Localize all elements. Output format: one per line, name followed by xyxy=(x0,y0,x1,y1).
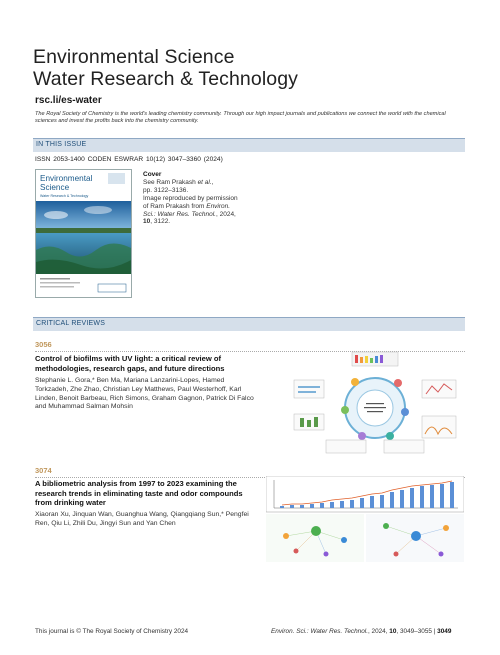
graphic-node xyxy=(401,408,409,416)
cover-image-title-line1: Environmental xyxy=(40,174,93,183)
article-title-link[interactable]: Control of biofilms with UV light: a critical review of methodologies, research gaps, and future directions xyxy=(35,354,225,373)
cover-image-subtitle: Water Research & Technology xyxy=(40,194,89,198)
graphic-network-node xyxy=(443,525,449,531)
graphic-element xyxy=(298,391,316,393)
cover-label: Cover xyxy=(143,171,162,178)
cover-permission-line: Image reproduced by permission of Ram Prakash from Environ. Sci.: Water Res. Technol., 2024, 10, 3122. xyxy=(143,194,238,226)
graphic-bar xyxy=(360,498,364,508)
footer-copyright: This journal is © The Royal Society of Chemistry 2024 xyxy=(35,628,189,635)
graphic-bar xyxy=(310,504,314,508)
issn-line: ISSN 2053-1400 CODEN ESWRAR 10(12) 3047–3360 (2024) xyxy=(35,156,223,163)
graphic-network-node xyxy=(294,549,299,554)
cover-caption xyxy=(143,171,243,226)
graphic-element xyxy=(300,418,304,427)
graphic-network-node xyxy=(311,526,321,536)
graphic-network-node xyxy=(383,523,389,529)
uv-biofilm-graphic xyxy=(290,350,460,455)
graphic-bar xyxy=(365,356,368,363)
article-authors: Stephanie L. Gora,* Ben Ma, Mariana Lanzarini-Lopes, Hamed Torkzadeh, Zhe Zhao, Christian Ley Matthews, Paul Westerhoff, Karl Linden, Benoit Barbeau, Rich Simons, Graham Gagnon, Patrick Di Falco and Muhammad Salman Mohsin xyxy=(35,377,254,411)
graphic-network-node xyxy=(439,552,444,557)
graphic-bar xyxy=(300,505,304,508)
graphic-bar xyxy=(430,485,434,508)
graphic-bar xyxy=(440,484,444,508)
cover-rsc-logo xyxy=(98,284,126,292)
graphic-node xyxy=(341,406,349,414)
graphic-network-node xyxy=(394,552,399,557)
in-this-issue-bar xyxy=(33,138,465,152)
cover-cloud xyxy=(84,206,112,214)
cover-pages-line: pp. 3122–3136. xyxy=(143,186,189,194)
journal-title xyxy=(33,46,298,90)
graphic-bar xyxy=(375,356,378,363)
journal-title-line2: Water Research & Technology xyxy=(33,68,298,90)
graphic-bar xyxy=(320,503,324,508)
graphic-element xyxy=(307,420,311,427)
graphic-node xyxy=(351,378,359,386)
critical-reviews-bar xyxy=(33,317,465,331)
cover-text-line xyxy=(40,286,74,288)
cover-image-title-line2: Science xyxy=(40,183,70,192)
footer-citation: Environ. Sci.: Water Res. Technol., 2024, 10, 3049–3055 | 3049 xyxy=(271,628,452,635)
graphic-node xyxy=(394,379,402,387)
graphic-bar xyxy=(340,501,344,508)
graphic-text-line xyxy=(364,407,386,408)
cover-image[interactable] xyxy=(35,169,132,298)
journal-url-link[interactable]: rsc.li/es-water xyxy=(35,95,102,106)
graphic-network-node xyxy=(341,537,347,543)
graphic-bar xyxy=(450,482,454,508)
article-graphical-abstract[interactable] xyxy=(290,350,460,455)
bibliometric-graphic xyxy=(266,476,464,563)
article-authors: Xiaoran Xu, Jinquan Wan, Guanghua Wang, Qiangqiang Sun,* Pengfei Ren, Qiu Li, Zhili Du, Jingyi Sun and Yan Chen xyxy=(35,511,249,527)
cover-volume-box xyxy=(108,173,125,184)
rsc-blurb: The Royal Society of Chemistry is the world's leading chemistry community. Through our high impact journals and publications we connect the world with the chemical sciences and invest the profits back into the chemistry community. xyxy=(35,111,446,125)
graphic-bar xyxy=(380,495,384,508)
graphic-bar xyxy=(330,502,334,508)
graphic-text-line xyxy=(366,403,384,404)
graphic-bar xyxy=(400,490,404,508)
graphic-chart-panel xyxy=(266,476,464,512)
graphic-bar xyxy=(370,496,374,508)
graphic-network-node xyxy=(283,533,289,539)
graphic-network-panel xyxy=(266,514,364,562)
graphic-bar xyxy=(360,357,363,363)
graphic-panel-bottom xyxy=(384,440,424,453)
footer-journal-abbrev: Environ. Sci.: Water Res. Technol. xyxy=(271,628,368,635)
critical-reviews-heading: CRITICAL REVIEWS xyxy=(36,320,106,327)
graphic-node xyxy=(386,432,394,440)
graphic-panel-bottom xyxy=(326,440,366,453)
graphic-element xyxy=(314,417,318,427)
graphic-bar xyxy=(410,488,414,508)
graphic-text-line xyxy=(367,411,383,412)
graphic-bar xyxy=(350,500,354,508)
graphic-bar xyxy=(390,492,394,508)
footer-volume: 10 xyxy=(389,628,397,635)
graphic-bar xyxy=(420,486,424,508)
graphic-panel-right xyxy=(422,416,456,438)
article-graphical-abstract[interactable] xyxy=(266,476,464,563)
graphic-network-node xyxy=(324,552,329,557)
graphic-node xyxy=(358,432,366,440)
cover-text-line xyxy=(40,282,80,284)
cover-see-line: See Ram Prakash et al., xyxy=(143,178,214,186)
graphic-bar xyxy=(370,358,373,363)
graphic-panel-left xyxy=(294,380,324,398)
graphic-bar xyxy=(280,506,284,508)
cover-illustration xyxy=(36,170,131,297)
article-page-number: 3074 xyxy=(35,466,52,475)
cover-cloud xyxy=(44,211,68,219)
article-title-link[interactable]: A bibliometric analysis from 1997 to 2023 examining the research trends in eliminating taste and odor compounds from drinking water xyxy=(35,479,243,508)
footer-page-number: 3049 xyxy=(437,628,452,635)
in-this-issue-heading: IN THIS ISSUE xyxy=(36,141,87,148)
cover-text-line xyxy=(40,278,70,280)
graphic-bar xyxy=(355,355,358,363)
graphic-network-node xyxy=(411,531,421,541)
graphic-bar xyxy=(380,355,383,363)
journal-title-line1: Environmental Science xyxy=(33,46,235,68)
graphic-bar xyxy=(290,505,294,508)
graphic-element xyxy=(298,386,320,388)
article-page-number: 3056 xyxy=(35,340,52,349)
